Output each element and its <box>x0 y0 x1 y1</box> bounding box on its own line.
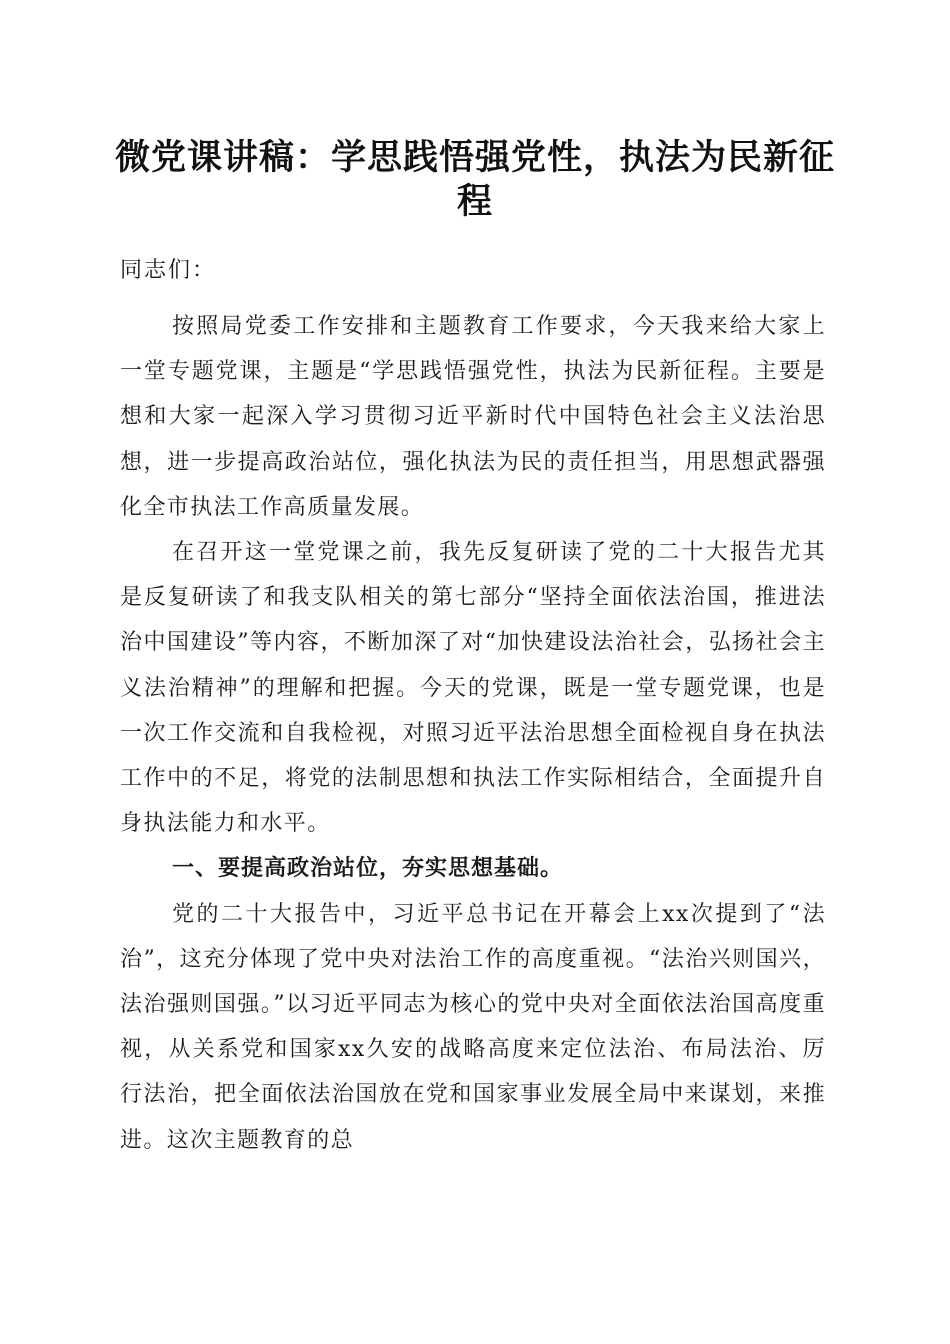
document-title: 微党课讲稿：学思践悟强党性，执法为民新征程 <box>114 138 835 222</box>
paragraph-intro: 按照局党委工作安排和主题教育工作要求，今天我来给大家上一堂专题党课，主题是“学思践悟强党性，执法为民新征程。主要是想和大家一起深入学习贯彻习近平新时代中国特色社会主义法治思想，进一步提高政治站位，强化执法为民的责任担当，用思想武器强化全市执法工作高质量发展。 <box>120 314 826 520</box>
paragraph-section-1: 党的二十大报告中，习近平总书记在开幕会上xx次提到了“法治”，这充分体现了党中央对法治工作的高度重视。“法治兴则国兴，法治强则国强。”以习近平同志为核心的党中央对全面依法治国高度重视，从关系党和国家xx久安的战略高度来定位法治、布局法治、厉行法治，把全面依法治国放在党和国家事业发展全局中来谋划，来推进。这次主题教育的总 <box>120 901 826 1153</box>
salutation: 同志们： <box>120 258 217 283</box>
document-body <box>120 252 826 1163</box>
paragraph-preparation: 在召开这一堂党课之前，我先反复研读了党的二十大报告尤其是反复研读了和我支队相关的第七部分“坚持全面依法治国，推进法治中国建设”等内容，不断加深了对“加快建设法治社会，弘扬社会主义法治精神”的理解和把握。今天的党课，既是一堂专题党课，也是一次工作交流和自我检视，对照习近平法治思想全面检视自身在执法工作中的不足，将党的法制思想和执法工作实际相结合，全面提升自身执法能力和水平。 <box>120 540 826 837</box>
section-heading-1: 一、要提高政治站位，夯实思想基础。 <box>172 856 564 882</box>
